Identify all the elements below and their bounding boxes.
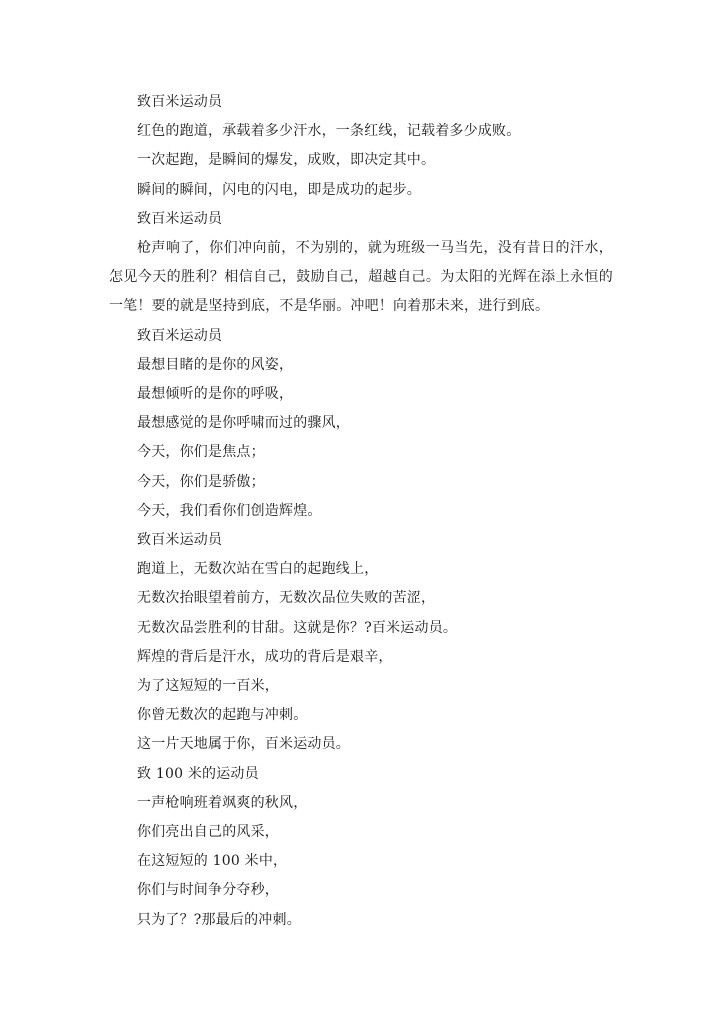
text-line: 无数次品尝胜利的甘甜。这就是你？?百米运动员。 [137, 619, 458, 636]
text-line: 一声枪响班着飒爽的秋风， [137, 794, 308, 811]
section-heading: 致百米运动员 [137, 94, 223, 110]
text-line: 最想感觉的是你呼啸而过的骤风， [137, 415, 350, 432]
text-line: 今天，我们看你们创造辉煌。 [137, 502, 322, 519]
text-line: 跑道上，无数次站在雪白的起跑线上， [137, 561, 379, 578]
text-paragraph: 枪声响了，你们冲向前，不为别的，就为班级一马当先，没有昔日的汗水，怎见今天的胜利？相信自己，鼓励自己，超越自己。为太阳的光辉在添上永恒的一笔！要的就是坚持到底，不是华丽。冲吧！向着那未来，进行到底。 [109, 240, 613, 315]
section-heading: 致 100 米的运动员 [137, 765, 259, 782]
text-line: 最想目睹的是你的风姿， [137, 356, 294, 373]
text-line: 只为了？?那最后的冲刺。 [137, 911, 301, 928]
document-body [109, 88, 613, 935]
text-line: 最想倾听的是你的呼吸， [137, 386, 294, 403]
text-line: 无数次抬眼望着前方，无数次品位失败的苦涩， [137, 590, 436, 607]
text-line: 你曾无数次的起跑与冲刺。 [137, 707, 308, 724]
text-line: 辉煌的背后是汗水，成功的背后是艰辛， [137, 648, 393, 665]
text-line: 今天，你们是焦点； [137, 444, 265, 461]
section-heading: 致百米运动员 [137, 532, 223, 549]
text-line: 为了这短短的一百米， [137, 678, 279, 695]
section-heading: 致百米运动员 [137, 210, 223, 227]
text-line: 红色的跑道，承载着多少汗水，一条红线，记载着多少成败。 [137, 123, 521, 140]
text-line: 这一片天地属于你，百米运动员。 [137, 736, 350, 753]
text-line: 一次起跑，是瞬间的爆发，成败，即决定其中。 [137, 152, 436, 169]
text-line: 你们与时间争分夺秒， [137, 882, 279, 899]
text-line: 瞬间的瞬间，闪电的闪电，即是成功的起步。 [137, 181, 421, 198]
text-line: 在这短短的 100 米中， [137, 853, 288, 870]
text-line: 你们亮出自己的风采， [137, 824, 279, 841]
section-heading: 致百米运动员 [137, 327, 223, 344]
text-line: 今天，你们是骄傲； [137, 473, 265, 490]
